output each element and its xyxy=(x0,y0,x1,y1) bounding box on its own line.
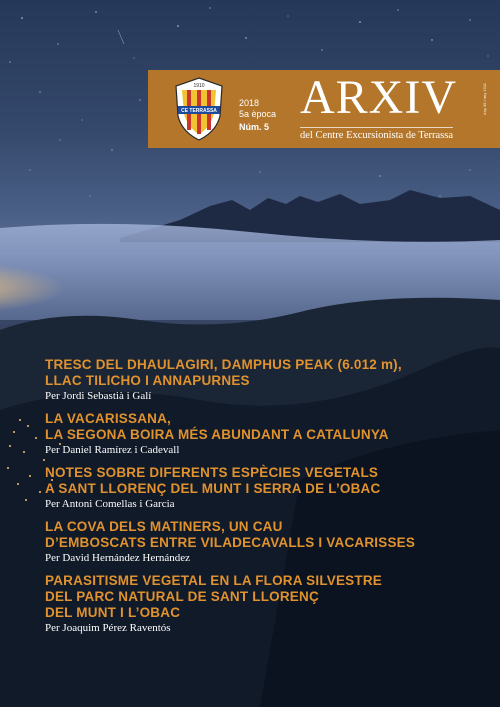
club-shield-icon xyxy=(172,76,226,142)
article-title-line: LA VACARISSANA, xyxy=(45,411,172,426)
article-author: Per Daniel Ramírez i Cadevall xyxy=(45,444,180,456)
article-title-line: A SANT LLORENÇ DEL MUNT I SERRA DE L’OBAC xyxy=(45,481,381,496)
article-author: Per Jordi Sebastià i Galí xyxy=(45,390,152,402)
article-title xyxy=(45,519,465,551)
article-title-line: DEL MUNT I L’OBAC xyxy=(45,605,181,620)
issue-info xyxy=(239,98,276,133)
article-author: Per Antoni Comellas i Garcia xyxy=(45,498,175,510)
article-title xyxy=(45,357,465,389)
emblem-text: CE TERRASSA xyxy=(181,108,217,114)
magazine-title: ARXIV xyxy=(300,71,457,124)
article-item xyxy=(45,519,465,565)
magazine-side-text: Any 49 / any 1911 xyxy=(482,83,487,115)
article-item xyxy=(45,465,465,511)
article-title-line: NOTES SOBRE DIFERENTS ESPÈCIES VEGETALS xyxy=(45,465,379,480)
article-title-line: PARASITISME VEGETAL EN LA FLORA SILVESTRE xyxy=(45,573,382,588)
issue-epoch: 5a època xyxy=(239,109,277,119)
article-title-line: LA COVA DELS MATINERS, UN CAU xyxy=(45,519,283,534)
article-list xyxy=(45,357,465,643)
article-title-line: DEL PARC NATURAL DE SANT LLORENÇ xyxy=(45,589,319,604)
article-author: Per Joaquim Pérez Raventós xyxy=(45,622,171,634)
article-item xyxy=(45,411,465,457)
article-item xyxy=(45,573,465,635)
article-title-line: D’EMBOSCATS ENTRE VILADECAVALLS I VACARISSES xyxy=(45,535,416,550)
magazine-subtitle: del Centre Excursionista de Terrassa xyxy=(300,127,453,141)
issue-number: Núm. 5 xyxy=(239,122,270,132)
article-item xyxy=(45,357,465,403)
article-author: Per David Hernández Hernández xyxy=(45,552,191,564)
article-title xyxy=(45,465,465,497)
emblem-year: 1910 xyxy=(193,83,205,89)
issue-year: 2018 xyxy=(239,98,260,108)
article-title-line: LLAC TILICHO I ANNAPURNES xyxy=(45,373,250,388)
article-title xyxy=(45,573,465,621)
article-title xyxy=(45,411,465,443)
article-title-line: TRESC DEL DHAULAGIRI, DAMPHUS PEAK (6.012 m), xyxy=(45,357,402,372)
article-title-line: LA SEGONA BOIRA MÉS ABUNDANT A CATALUNYA xyxy=(45,427,389,442)
